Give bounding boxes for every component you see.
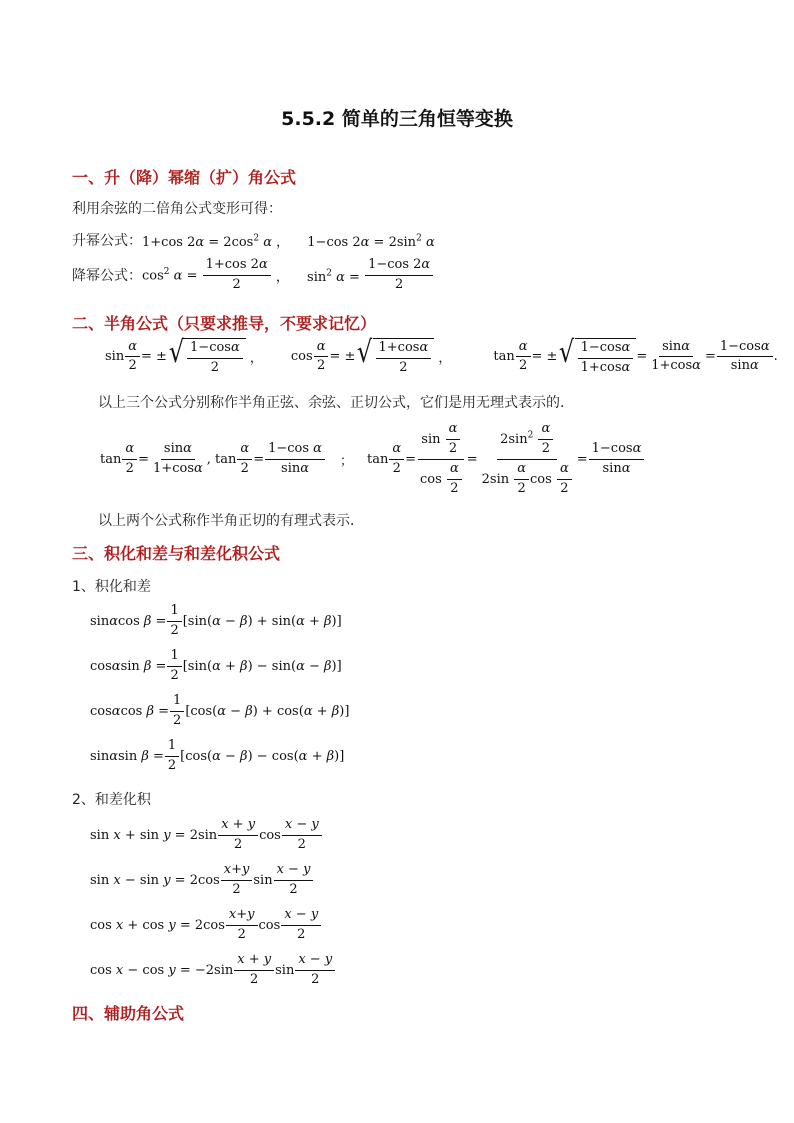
- formula-lower-power: 降幂公式： $\cos^2 \alpha$ = $\frac{1+\cos 2\alpha}{2}$ ， $\sin^2 \alpha$ = $\frac{1-\cos 2\alpha}{2}$: [72, 258, 434, 293]
- formula-cos-minus-cos: cos x − cos y = −2sin x + y 2 sin x − y 2: [90, 953, 336, 988]
- half-tangent-note: 以上两个公式称作半角正切的有理式表示．: [98, 513, 364, 529]
- formula-half-tangent-rational: tan $\frac{\alpha}{2}$ = $\frac{\sin\alpha}{1+\cos\alpha}$ , tan $\frac{\alpha}{2}$ = $\frac{\text{1−cos α}}{\sin\alpha}$ ； tan $\frac{\alpha}{2}$ = sin $\frac{\alpha}{2}$ cos $\frac{\alpha}{2}$ = $2\sin^2$ $\frac{\alpha}{2}$ 2sin $\frac{\alpha}{2}$ cos $\frac{\alpha}{2}$ = $\frac{1-\cos\alpha}{\sin\alpha}$: [100, 422, 645, 497]
- formula-raise-power: [72, 230, 435, 250]
- formula-cos-cos-product: cosαcos β = $\frac{1}{2}$ [cos(α − β) + cos(α + β)]: [90, 693, 350, 728]
- page-title: 5.5.2 简单的三角恒等变换: [281, 108, 513, 130]
- formula-sin-plus-sin: sin x + sin y = 2sin x + y 2 cos x − y 2: [90, 818, 323, 853]
- formula-sin-cos-product: sinαcos β = $\frac{1}{2}$ [sin(α − β) + sin(α + β)]: [90, 603, 342, 638]
- formula-sin-minus-sin: sin x − sin y = 2cos x+y 2 sin x − y 2: [90, 863, 314, 898]
- section-heading-product-sum: 三、积化和差与和差化积公式: [72, 544, 281, 563]
- section-heading-auxiliary-angle: 四、辅助角公式: [72, 1004, 185, 1023]
- formula-body: 1+cos $2\alpha = 2\cos^2$ α ， 1−cos $2\alpha = 2\sin^2$ α: [142, 233, 435, 250]
- raise-power-label: 升幂公式：: [72, 233, 142, 249]
- formula-cos-sin-product: cosαsin β = $\frac{1}{2}$ [sin(α + β) − sin(α − β)]: [90, 648, 342, 683]
- formula-cos-plus-cos: cos x + cos y = 2cos x+y 2 cos x − y 2: [90, 908, 322, 943]
- intro-text: 利用余弦的二倍角公式变形可得：: [72, 201, 282, 217]
- lower-power-label: 降幂公式：: [72, 268, 142, 285]
- subheading-product-to-sum: 1、积化和差: [72, 579, 151, 595]
- section-heading-power-formula: 一、升（降）幂缩（扩）角公式: [72, 168, 297, 187]
- formula-half-angle-sin-cos-tan: sin $\frac{\alpha}{2}$ = ± √ 1−cosα 2 ， cos $\frac{\alpha}{2}$ = ± √ 1+cosα 2 ， tan $\frac{\alpha}{2}$ = ± √ 1−cosα 1+cosα = $\frac{\sin\alpha}{1+\cos\alpha}$ = $\frac{1-\cos\alpha}{\sin\alpha}$ .: [105, 335, 778, 375]
- half-angle-note: 以上三个公式分别称作半角正弦、余弦、正切公式，它们是用无理式表示的．: [98, 395, 574, 411]
- subheading-sum-to-product: 2、和差化积: [72, 792, 151, 808]
- section-heading-half-angle: 二、半角公式（只要求推导，不要求记忆）: [72, 314, 377, 333]
- formula-sin-sin-product: sinαsin β = $\frac{1}{2}$ [cos(α − β) − cos(α + β)]: [90, 738, 345, 773]
